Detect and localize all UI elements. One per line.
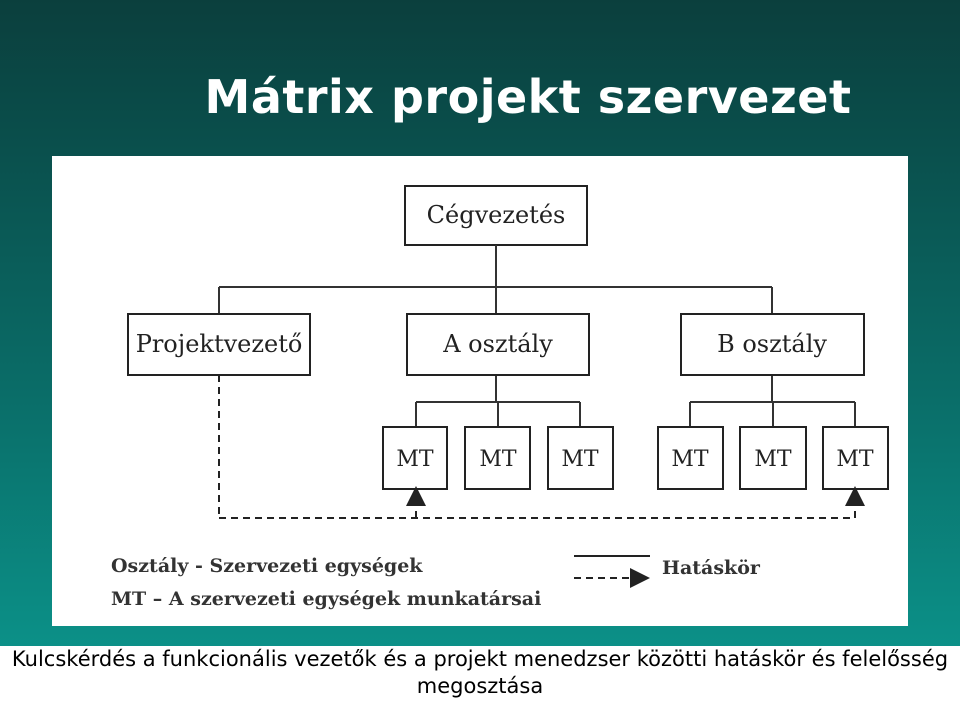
department-a-box (407, 314, 589, 375)
caption-box (0, 646, 960, 716)
mt-box-a2 (465, 427, 530, 489)
department-a-label: A osztály (443, 330, 553, 358)
slide-title: Mátrix projekt szervezet (204, 70, 852, 124)
mt-label: MT (561, 447, 599, 472)
mt-box-b1 (658, 427, 723, 489)
mt-label: MT (836, 447, 874, 472)
project-manager-label: Projektvezető (135, 330, 303, 358)
mt-box-b3 (823, 427, 888, 489)
mt-box-a1 (383, 427, 447, 489)
mt-label: MT (396, 447, 434, 472)
legend-line-1: Osztály - Szervezeti egységek (111, 555, 423, 577)
ceo-label: Cégvezetés (426, 201, 566, 229)
department-b-box (681, 314, 864, 375)
mt-box-a3 (548, 427, 613, 489)
project-manager-box (128, 314, 310, 375)
legend-line-2: MT – A szervezeti egységek munkatársai (111, 588, 542, 610)
caption-line-1: Kulcskérdés a funkcionális vezetők és a projekt menedzser közötti hatáskör és felelősség (11, 647, 949, 671)
mt-box-b2 (740, 427, 806, 489)
legend (111, 555, 761, 610)
mt-label: MT (671, 447, 709, 472)
legend-authority-label: Hatáskör (662, 557, 760, 579)
org-chart-diagram (52, 156, 908, 626)
mt-label: MT (479, 447, 517, 472)
caption-line-2: megosztása (416, 674, 544, 698)
department-b-label: B osztály (717, 330, 827, 358)
mt-label: MT (754, 447, 792, 472)
ceo-box (405, 186, 587, 245)
